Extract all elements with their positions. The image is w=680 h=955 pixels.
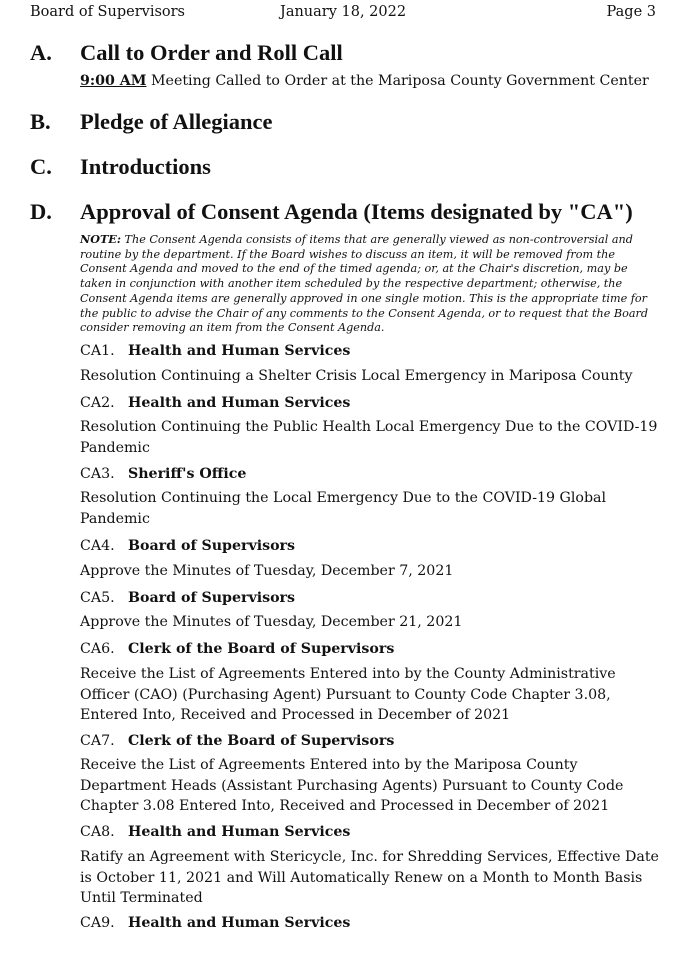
section-title: Introductions	[80, 154, 211, 179]
consent-agenda-note	[80, 232, 660, 336]
section-letter: B.	[30, 109, 51, 134]
page-header	[30, 4, 656, 24]
consent-item-heading	[80, 915, 350, 931]
item-department: Clerk of the Board of Supervisors	[128, 733, 395, 749]
item-number: CA2.	[80, 395, 115, 411]
header-page-number: Page 3	[606, 4, 656, 20]
consent-item-heading	[80, 733, 394, 749]
item-department: Health and Human Services	[128, 343, 351, 359]
consent-item-heading	[80, 538, 295, 554]
item-department: Health and Human Services	[128, 915, 351, 931]
consent-item-description: Approve the Minutes of Tuesday, December 21, 2021	[80, 614, 463, 630]
item-department: Clerk of the Board of Supervisors	[128, 641, 395, 657]
item-number: CA3.	[80, 466, 115, 482]
call-to-order-text: Meeting Called to Order at the Mariposa County Government Center	[146, 73, 649, 89]
consent-item-heading	[80, 395, 350, 411]
consent-item-description: Receive the List of Agreements Entered into by the County Administrative Officer (CAO) (Purchasing Agent) Pursuant to County Code Chapter 3.08, Entered Into, Received and Processed in December of 2021	[80, 666, 616, 723]
consent-item-description: Receive the List of Agreements Entered into by the Mariposa County Department Heads (Assistant Purchasing Agents) Pursuant to County Code Chapter 3.08 Entered Into, Received and Processed in December of 2021	[80, 757, 624, 814]
call-to-order-line	[80, 73, 649, 89]
meeting-time: 9:00 AM	[80, 73, 147, 89]
header-board-name: Board of Supervisors	[30, 4, 185, 20]
section-letter: D.	[30, 199, 52, 224]
item-number: CA4.	[80, 538, 115, 554]
consent-item-description: Resolution Continuing the Local Emergency Due to the COVID-19 Global Pandemic	[80, 490, 607, 527]
item-department: Sheriff's Office	[128, 466, 247, 482]
section-title: Pledge of Allegiance	[80, 109, 273, 134]
section-title: Call to Order and Roll Call	[80, 40, 343, 65]
item-number: CA8.	[80, 824, 115, 840]
item-number: CA1.	[80, 343, 115, 359]
consent-item-description: Approve the Minutes of Tuesday, December 7, 2021	[80, 563, 454, 579]
item-number: CA9.	[80, 915, 115, 931]
consent-item-description: Resolution Continuing the Public Health Local Emergency Due to the COVID-19 Pandemic	[80, 419, 658, 456]
consent-item-description: Ratify an Agreement with Stericycle, Inc. for Shredding Services, Effective Date is October 11, 2021 and Will Automatically Renew on a Month to Month Basis Until Terminated	[80, 849, 659, 906]
item-department: Health and Human Services	[128, 824, 351, 840]
item-number: CA7.	[80, 733, 115, 749]
consent-item-heading	[80, 824, 350, 840]
item-department: Health and Human Services	[128, 395, 351, 411]
header-date: January 18, 2022	[280, 4, 407, 20]
note-label: NOTE:	[80, 232, 121, 246]
consent-item-heading	[80, 466, 246, 482]
item-number: CA5.	[80, 590, 115, 606]
item-number: CA6.	[80, 641, 115, 657]
section-letter: C.	[30, 154, 52, 179]
consent-item-description: Resolution Continuing a Shelter Crisis Local Emergency in Mariposa County	[80, 368, 633, 384]
item-department: Board of Supervisors	[128, 590, 296, 606]
section-title: Approval of Consent Agenda (Items designated by "CA")	[80, 199, 633, 224]
section-letter: A.	[30, 40, 52, 65]
consent-item-heading	[80, 641, 394, 657]
note-text: The Consent Agenda consists of items that are generally viewed as non-controversial and routine by the department. If the Board wishes to discuss an item, it will be removed from the Consent Agenda and moved to the end of the timed agenda; or, at the Chair's discretion, may be taken in conjunction with another item scheduled by the respective department; otherwise, the Consent Agenda items are generally approved in one single motion. This is the appropriate time for the public to advise the Chair of any comments to the Consent Agenda, or to request that the Board consider removing an item from the Consent Agenda.	[80, 233, 649, 335]
consent-item-heading	[80, 590, 295, 606]
item-department: Board of Supervisors	[128, 538, 296, 554]
consent-item-heading	[80, 343, 350, 359]
